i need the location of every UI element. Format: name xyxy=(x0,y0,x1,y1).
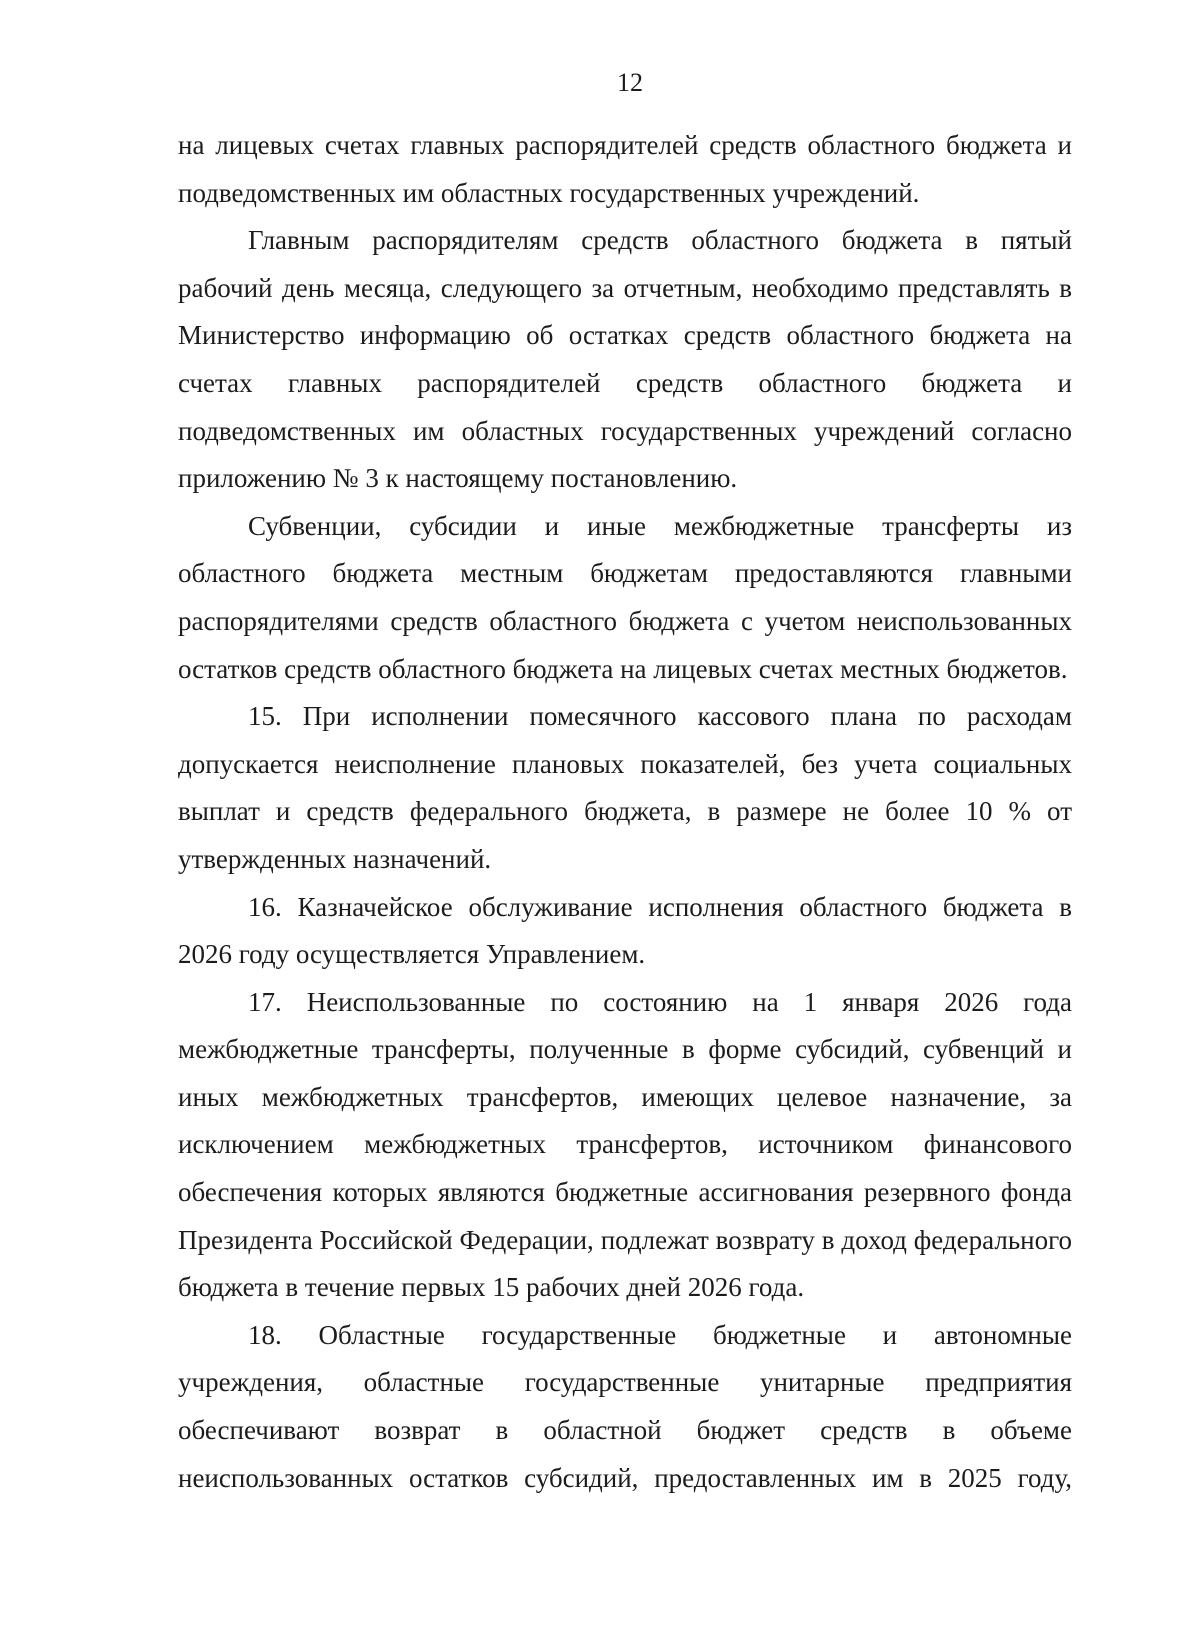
paragraph-continuation: на лицевых счетах главных распорядителей средств областного бюджета и подведомственных им областных государственных учреждений. xyxy=(178,130,1072,208)
paragraph-item-15: 15. При исполнении помесячного кассового плана по расходам допускается неисполнение плановых показателей, без учета социальных выплат и средств федерального бюджета, в размере не более 10 % от утвержденных назначений. xyxy=(178,701,1072,874)
paragraph-item-18: 18. Областные государственные бюджетные и автономные учреждения, областные государственные унитарные предприятия обеспечивают возврат в областной бюджет средств в объеме неиспользованных остатков субсидий, предоставленных им в 2025 году, xyxy=(178,1319,1072,1493)
paragraph-interbudget-transfers: Субвенции, субсидии и иные межбюджетные трансферты из областного бюджета местным бюджетам предоставляются главными распорядителями средств областного бюджета с учетом неиспользованных остатков средств областного бюджета на лицевых счетах местных бюджетов. xyxy=(178,510,1072,684)
paragraph-account-reporting: Главным распорядителям средств областного бюджета в пятый рабочий день месяца, следующего за отчетным, необходимо представлять в Министерство информацию об остатках средств областного бюджета на счетах главных распорядителей средств областного бюджета и подведомственных им областных государственных учреждений согласно приложению № 3 к настоящему постановлению. xyxy=(178,225,1072,494)
document-body xyxy=(178,122,1072,1502)
page-number: 12 xyxy=(617,68,643,97)
paragraph-item-17: 17. Неиспользованные по состоянию на 1 января 2026 года межбюджетные трансферты, полученные в форме субсидий, субвенций и иных межбюджетных трансфертов, имеющих целевое назначение, за исключением межбюджетных трансфертов, источником финансового обеспечения которых являются бюджетные ассигнования резервного фонда Президента Российской Федерации, подлежат возврату в доход федерального бюджета в течение первых 15 рабочих дней 2026 года. xyxy=(178,986,1072,1303)
paragraph-item-16: 16. Казначейское обслуживание исполнения областного бюджета в 2026 году осуществляется Управлением. xyxy=(178,891,1072,970)
